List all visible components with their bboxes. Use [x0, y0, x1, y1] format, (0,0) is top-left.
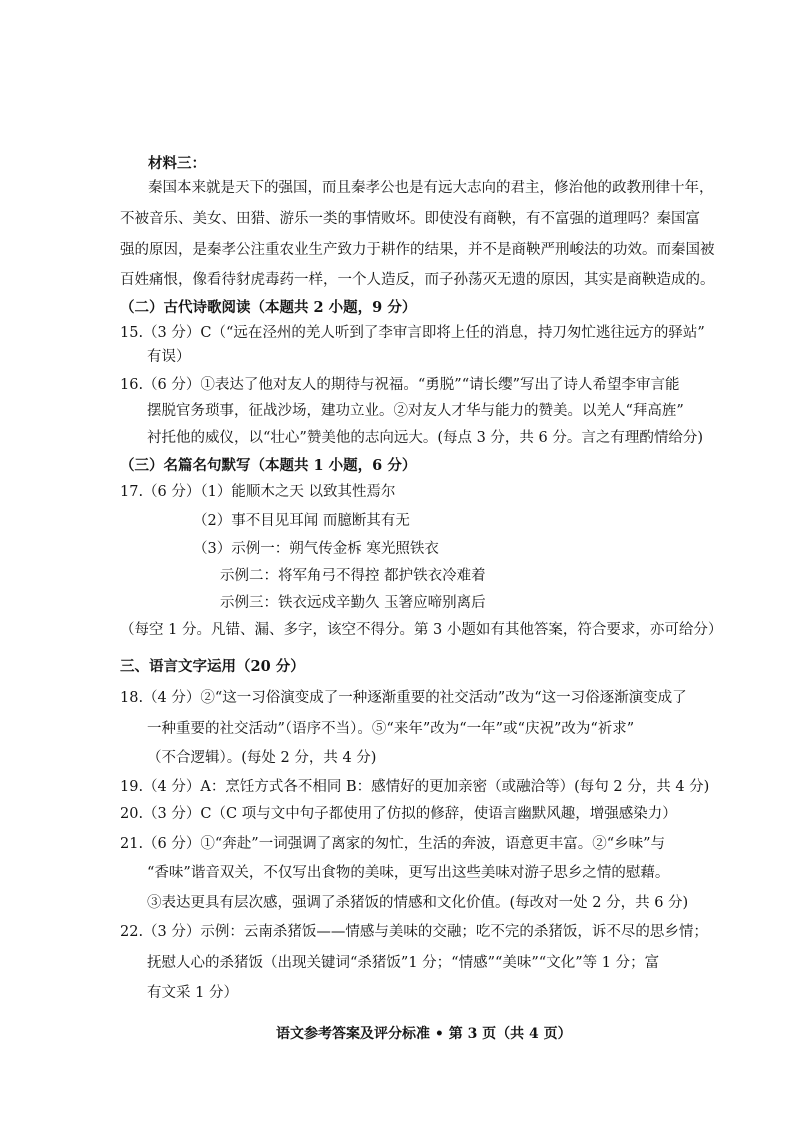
- q19-line: 19.（4 分）A：烹饪方式各不相同 B：感情好的更加亲密（或融洽等）(每句 2 分，共 4 分): [120, 779, 710, 795]
- material3-line: 秦国本来就是天下的强国，而且秦孝公也是有远大志向的君主，修治他的政教刑律十年，: [148, 180, 714, 196]
- q16-line: 摆脱官务琐事，征战沙场，建功立业。②对友人才华与能力的赞美。以羌人“拜高旌”: [147, 403, 684, 419]
- q17-line: 示例二：将军角弓不得控 都护铁衣冷难着: [220, 568, 486, 584]
- q16-line: 16.（6 分）①表达了他对友人的期待与祝福。“勇脱”“请长缨”写出了诗人希望李审言能: [120, 377, 680, 393]
- q18-line: （不合逻辑）。(每处 2 分，共 4 分): [147, 750, 377, 766]
- q21-line: 21.（6 分）①“奔赴”一词强调了离家的匆忙，生活的奔波，语意更丰富。②“乡味”与: [120, 836, 666, 852]
- q17-line: （3）示例一：朔气传金柝 寒光照铁衣: [193, 541, 439, 557]
- q22-line: 抚慰人心的杀猪饭（出现关键词“杀猪饭”1 分；“情感”“美味”“文化”等 1 分；富: [147, 955, 660, 971]
- q15-line: 有误）: [147, 349, 191, 365]
- material3-line: 不被音乐、美女、田猎、游乐一类的事情败坏。即使没有商鞅，有不富强的道理吗？秦国富: [120, 211, 700, 227]
- q17-line: 17.（6 分）（1）能顺木之天 以致其性焉尔: [120, 484, 396, 500]
- q16-line: 衬托他的威仪，以“壮心”赞美他的志向远大。(每点 3 分，共 6 分。言之有理酌情给分): [147, 430, 704, 446]
- q22-line: 有文采 1 分）: [147, 985, 238, 1001]
- material3-heading: 材料三：: [148, 155, 206, 172]
- section3-heading: （三）名篇名句默写（本题共 1 小题，6 分）: [120, 457, 417, 474]
- q15-line: 15.（3 分）C（“远在泾州的羌人听到了李审言即将上任的消息，持刀匆忙逃往远方的驿站”: [120, 325, 705, 341]
- q21-line: ③表达更具有层次感，强调了杀猪饭的情感和文化价值。(每改对一处 2 分，共 6 分): [147, 895, 689, 911]
- part3-heading: 三、语言文字运用（20 分）: [120, 658, 305, 675]
- q21-line: “香味”谐音双关，不仅写出食物的美味，更写出这些美味对游子思乡之情的慰藉。: [147, 865, 670, 881]
- q22-line: 22.（3 分）示例：云南杀猪饭——情感与美味的交融；吃不完的杀猪饭，诉不尽的思乡情；: [120, 924, 708, 940]
- section2-heading: （二）古代诗歌阅读（本题共 2 小题，9 分）: [120, 299, 417, 316]
- q17-line: （2）事不目见耳闻 而臆断其有无: [193, 513, 410, 529]
- q20-line: 20.（3 分）C（C 项与文中句子都使用了仿拟的修辞，使语言幽默风趣，增强感染力）: [120, 806, 677, 822]
- material3-line: 百姓痛恨，像看待豺虎毒药一样，一个人造反，而子孙荡灭无遗的原因，其实是商鞅造成的。: [120, 272, 715, 288]
- q18-line: 一种重要的社交活动”（语序不当）。⑤“来年”改为“一年”或“庆祝”改为“祈求”: [147, 721, 635, 737]
- page-footer: 语文参考答案及评分标准 • 第 3 页（共 4 页）: [276, 1026, 572, 1042]
- material3-line: 强的原因，是秦孝公注重农业生产致力于耕作的结果，并不是商鞅严刑峻法的功效。而秦国被: [120, 242, 715, 258]
- q17-line: 示例三：铁衣远戍辛勤久 玉箸应啼别离后: [220, 595, 486, 611]
- q17-scoring-note: （每空 1 分。凡错、漏、多字，该空不得分。第 3 小题如有其他答案，符合要求，亦可给分）: [120, 622, 723, 638]
- q18-line: 18.（4 分）②“这一习俗演变成了一种逐渐重要的社交活动”改为“这一习俗逐渐演变成了: [120, 690, 687, 706]
